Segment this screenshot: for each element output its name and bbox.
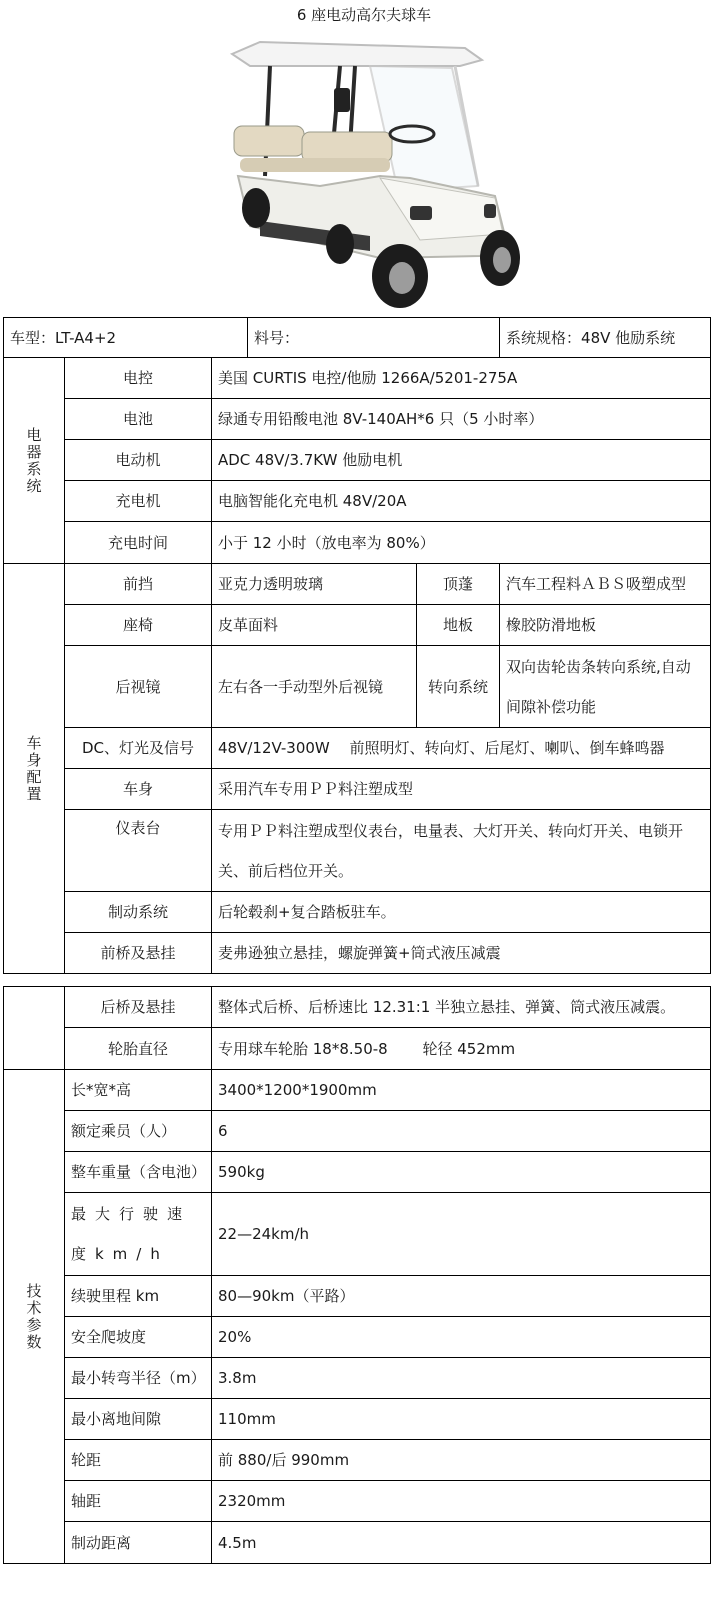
group-char: 参: [26, 1315, 42, 1334]
row-value: 麦弗逊独立悬挂，螺旋弹簧+筒式液压减震: [212, 933, 711, 974]
table-row: [4, 892, 711, 933]
row-value: 22—24km/h: [212, 1193, 711, 1276]
table-row: [4, 933, 711, 974]
group-char: 数: [26, 1332, 42, 1351]
row-label: 电动机: [65, 440, 212, 481]
row-label: DC、灯光及信号: [65, 728, 212, 769]
row-label: 充电机: [65, 481, 212, 522]
row-label: 后视镜: [65, 646, 212, 728]
row-value-2: 橡胶防滑地板: [500, 605, 711, 646]
table-row: [4, 1481, 711, 1522]
group-char: 器: [26, 442, 42, 461]
row-value: 20%: [212, 1317, 711, 1358]
row-label: 前挡: [65, 564, 212, 605]
table-row: [4, 810, 711, 892]
row-label: 仪表台: [65, 810, 212, 892]
table-row: [4, 1317, 711, 1358]
row-label-2: 地板: [417, 605, 500, 646]
table-row: [4, 522, 711, 564]
part-no-cell: 料号：: [248, 318, 500, 358]
row-label: 整车重量（含电池）: [65, 1152, 212, 1193]
table-row: [4, 1522, 711, 1564]
header-row: [4, 318, 711, 358]
table-row: [4, 1358, 711, 1399]
table-row: [4, 1152, 711, 1193]
row-label: 制动系统: [65, 892, 212, 933]
table-row: [4, 646, 711, 728]
row-label: 车身: [65, 769, 212, 810]
row-label: 最小转弯半径（m）: [65, 1358, 212, 1399]
row-value: 电脑智能化充电机 48V/20A: [212, 481, 711, 522]
row-value: 皮革面料: [212, 605, 417, 646]
row-value: 专用球车轮胎 18*8.50-8 轮径 452mm: [212, 1028, 711, 1070]
row-label: 前桥及悬挂: [65, 933, 212, 974]
row-label: 轮胎直径: [65, 1028, 212, 1070]
table-row: [4, 1440, 711, 1481]
row-label: 最大行驶速度km/h: [65, 1193, 212, 1276]
spec-table-technical: [3, 986, 711, 1564]
row-label: 续驶里程 km: [65, 1276, 212, 1317]
row-value: 80—90km（平路）: [212, 1276, 711, 1317]
table-row: [4, 1070, 711, 1111]
row-value: 前 880/后 990mm: [212, 1440, 711, 1481]
group-label-electrical: [4, 358, 65, 564]
group-char: 技: [26, 1281, 42, 1300]
row-value: 4.5m: [212, 1522, 711, 1564]
table-row: [4, 399, 711, 440]
row-label-2: 顶蓬: [417, 564, 500, 605]
row-label: 制动距离: [65, 1522, 212, 1564]
row-value: 3400*1200*1900mm: [212, 1070, 711, 1111]
row-label: 安全爬坡度: [65, 1317, 212, 1358]
table-row: [4, 440, 711, 481]
golf-cart-image: [220, 26, 530, 316]
table-row: [4, 1028, 711, 1070]
row-value: 小于 12 小时（放电率为 80%）: [212, 522, 711, 564]
group-char: 置: [26, 784, 42, 803]
group-char: 配: [26, 767, 42, 786]
row-value: 绿通专用铅酸电池 8V-140AH*6 只（5 小时率）: [212, 399, 711, 440]
group-char: 统: [26, 476, 42, 495]
group-label-blank: [4, 987, 65, 1070]
row-value: 亚克力透明玻璃: [212, 564, 417, 605]
group-char: 电: [26, 425, 42, 444]
row-value: 3.8m: [212, 1358, 711, 1399]
row-label: 额定乘员（人）: [65, 1111, 212, 1152]
table-row: [4, 1193, 711, 1276]
model-cell: 车型：LT-A4+2: [4, 318, 248, 358]
row-label: 轮距: [65, 1440, 212, 1481]
row-value: ADC 48V/3.7KW 他励电机: [212, 440, 711, 481]
group-char: 车: [26, 733, 42, 752]
row-value: 采用汽车专用ＰＰ料注塑成型: [212, 769, 711, 810]
row-value-2: 汽车工程料ＡＢＳ吸塑成型: [500, 564, 711, 605]
row-value: 590kg: [212, 1152, 711, 1193]
table-row: [4, 987, 711, 1028]
row-label: 电控: [65, 358, 212, 399]
row-value: 左右各一手动型外后视镜: [212, 646, 417, 728]
group-char: 术: [26, 1298, 42, 1317]
group-label-tech: [4, 1070, 65, 1564]
row-value: 整体式后桥、后桥速比 12.31:1 半独立悬挂、弹簧、筒式液压减震。: [212, 987, 711, 1028]
page-title: 6 座电动高尔夫球车: [296, 6, 432, 24]
row-value: 6: [212, 1111, 711, 1152]
group-char: 身: [26, 750, 42, 769]
table-row: [4, 1399, 711, 1440]
row-label: 后桥及悬挂: [65, 987, 212, 1028]
row-value: 2320mm: [212, 1481, 711, 1522]
table-row: [4, 1111, 711, 1152]
table-row: [4, 769, 711, 810]
group-char: 系: [26, 459, 42, 478]
row-label: 电池: [65, 399, 212, 440]
row-label-2: 转向系统: [417, 646, 500, 728]
table-row: [4, 481, 711, 522]
row-value: 专用ＰＰ料注塑成型仪表台，电量表、大灯开关、转向灯开关、电锁开关、前后档位开关。: [212, 810, 711, 892]
table-row: [4, 728, 711, 769]
spec-table-main: [3, 317, 711, 974]
row-label: 轴距: [65, 1481, 212, 1522]
row-value: 后轮毂刹+复合踏板驻车。: [212, 892, 711, 933]
row-value: 美国 CURTIS 电控/他励 1266A/5201-275A: [212, 358, 711, 399]
row-value: 48V/12V-300W 前照明灯、转向灯、后尾灯、喇叭、倒车蜂鸣器: [212, 728, 711, 769]
row-label: 充电时间: [65, 522, 212, 564]
table-row: [4, 358, 711, 399]
row-label: 长*宽*高: [65, 1070, 212, 1111]
table-row: [4, 605, 711, 646]
row-value-2: 双向齿轮齿条转向系统,自动间隙补偿功能: [500, 646, 711, 728]
row-label: 最小离地间隙: [65, 1399, 212, 1440]
table-row: [4, 564, 711, 605]
row-value: 110mm: [212, 1399, 711, 1440]
group-label-body: [4, 564, 65, 974]
table-row: [4, 1276, 711, 1317]
row-label: 座椅: [65, 605, 212, 646]
system-spec-cell: 系统规格：48V 他励系统: [500, 318, 711, 358]
